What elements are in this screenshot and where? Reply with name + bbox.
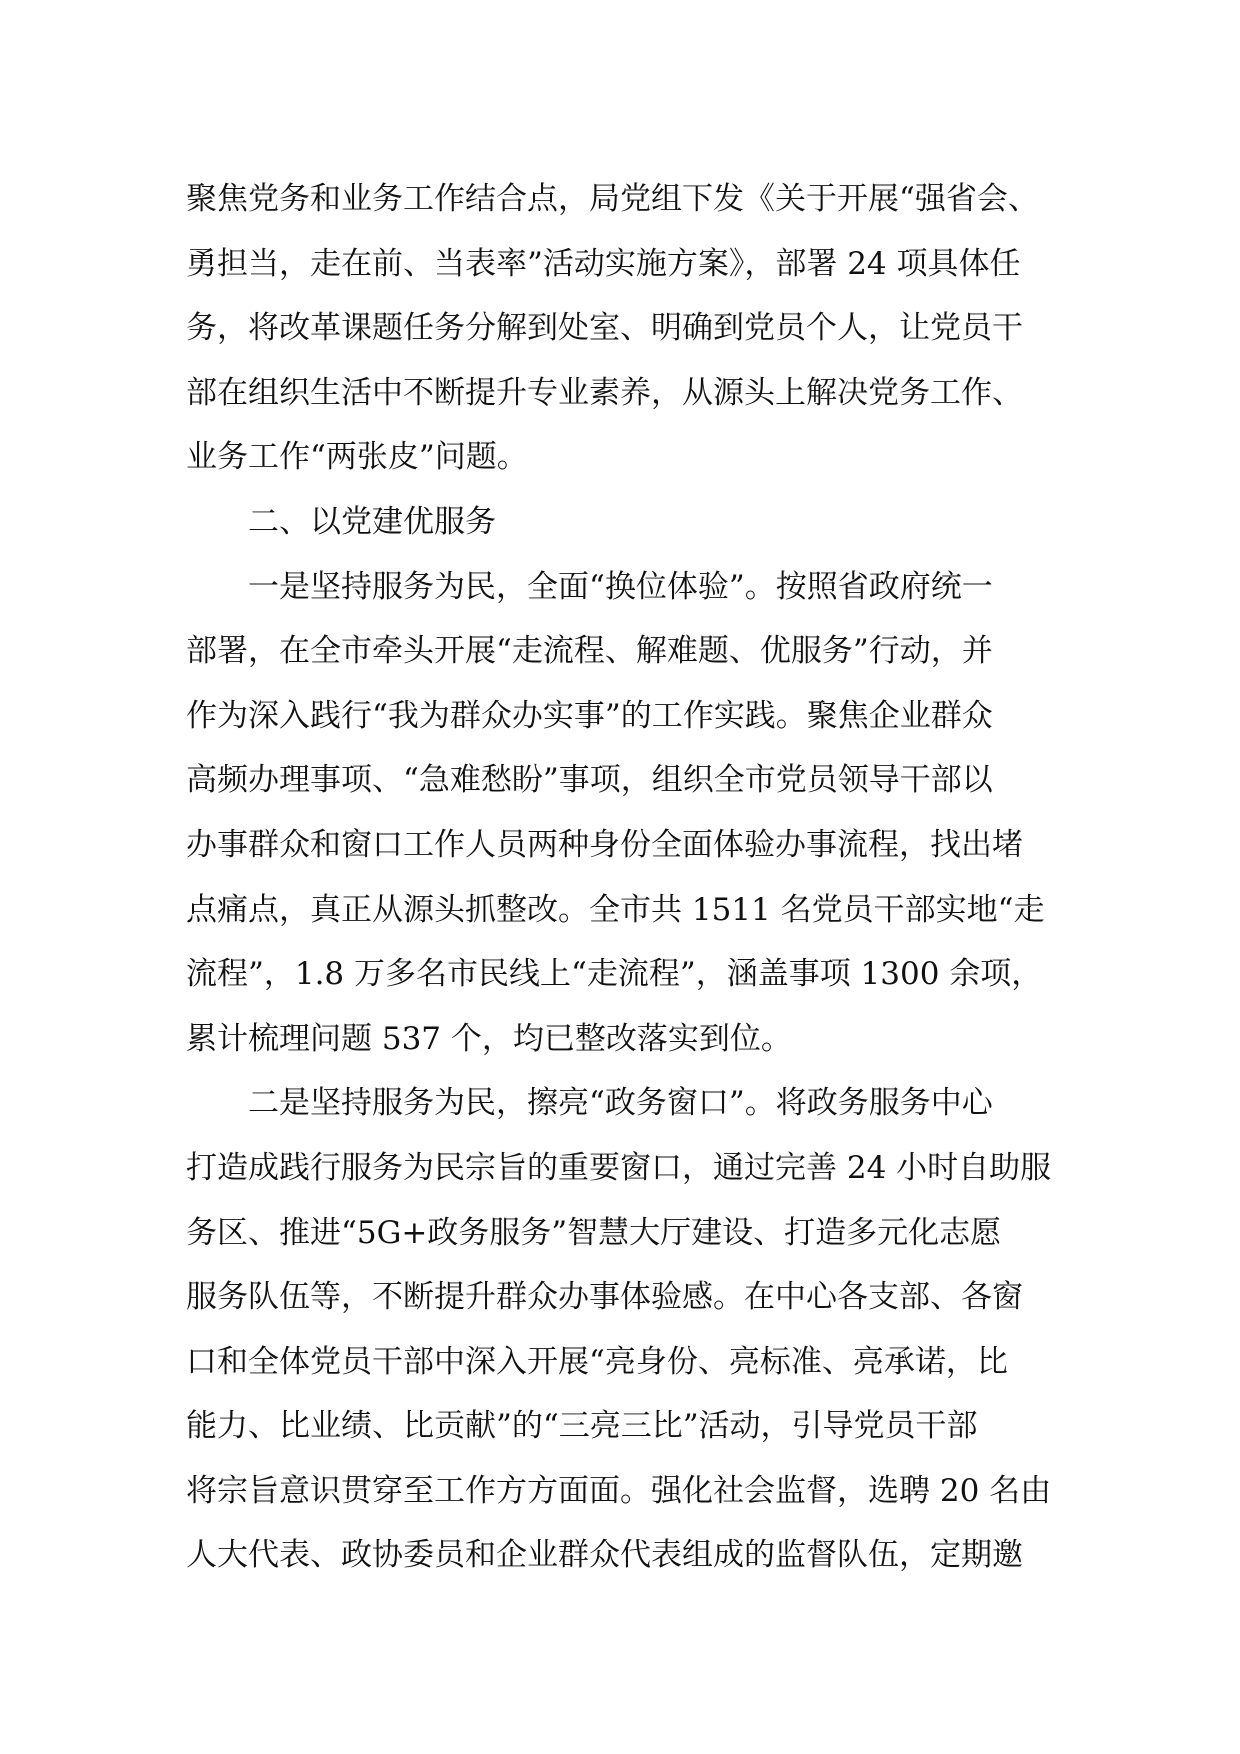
text-line: 办事群众和窗口工作人员两种身份全面体验办事流程，找出堵 <box>186 826 1023 863</box>
text-line: 业务工作“两张皮”问题。 <box>186 439 528 476</box>
text-line: 点痛点，真正从源头抓整改。全市共 1511 名党员干部实地“走 <box>186 891 1045 928</box>
paragraph-second-measure <box>186 1071 1086 1588</box>
paragraph-first-measure <box>186 555 1086 1072</box>
text-line: 累计梳理问题 537 个，均已整改落实到位。 <box>186 1020 792 1057</box>
text-line: 流程”，1.8 万多名市民线上“走流程”，涵盖事项 1300 余项， <box>186 956 1043 993</box>
section-heading <box>186 490 1086 555</box>
text-line: 勇担当，走在前、当表率”活动实施方案》，部署 24 项具体任 <box>186 245 1021 282</box>
text-line: 高频办理事项、“急难愁盼”事项，组织全市党员领导干部以 <box>186 762 993 799</box>
text-line: 务区、推进“5G+政务服务”智慧大厅建设、打造多元化志愿 <box>186 1214 1002 1251</box>
text-line: 部在组织生活中不断提升专业素养，从源头上解决党务工作、 <box>186 374 1023 411</box>
text-line: 聚焦党务和业务工作结合点，局党组下发《关于开展“强省会、 <box>186 181 1039 217</box>
text-line: 服务队伍等，不断提升群众办事体验感。在中心各支部、各窗 <box>186 1279 1023 1316</box>
text-line: 将宗旨意识贯穿至工作方方面面。强化社会监督，选聘 20 名由 <box>186 1472 1052 1509</box>
text-line: 打造成践行服务为民宗旨的重要窗口，通过完善 24 小时自助服 <box>186 1149 1052 1186</box>
text-line: 人大代表、政协委员和企业群众代表组成的监督队伍，定期邀 <box>186 1537 1023 1574</box>
text-line: 二是坚持服务为民，擦亮“政务窗口”。将政务服务中心 <box>248 1085 993 1122</box>
text-line: 务，将改革课题任务分解到处室、明确到党员个人，让党员干 <box>186 310 1023 347</box>
text-line: 部署，在全市牵头开展“走流程、解难题、优服务”行动，并 <box>186 633 993 670</box>
text-line: 口和全体党员干部中深入开展“亮身份、亮标准、亮承诺，比 <box>186 1343 1008 1380</box>
text-line: 一是坚持服务为民，全面“换位体验”。按照省政府统一 <box>248 568 993 605</box>
text-line: 能力、比业绩、比贡献”的“三亮三比”活动，引导党员干部 <box>186 1408 978 1445</box>
document-body <box>186 167 1086 1588</box>
paragraph-continuation <box>186 167 1086 490</box>
text-line: 作为深入践行“我为群众办实事”的工作实践。聚焦企业群众 <box>186 697 993 734</box>
text-line: 二、以党建优服务 <box>248 503 496 540</box>
